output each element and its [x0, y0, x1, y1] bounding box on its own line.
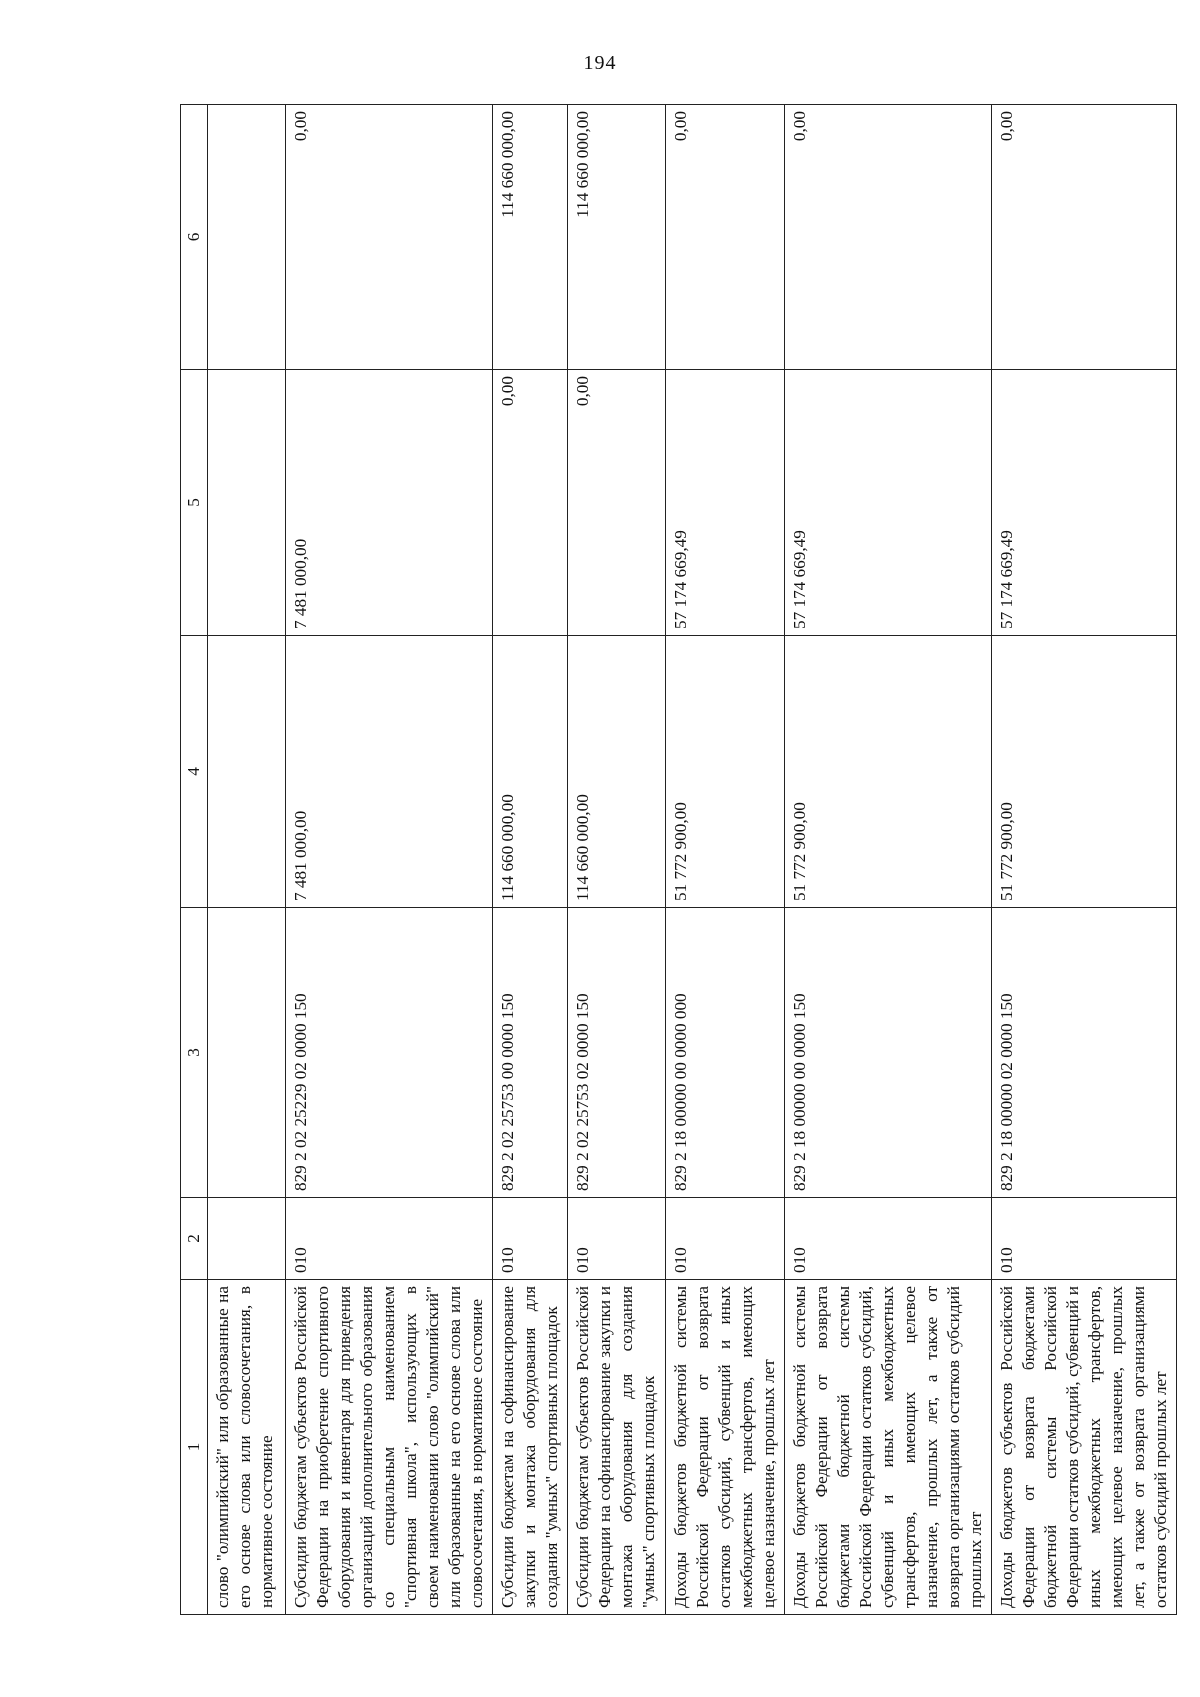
row-name: Доходы бюджетов бюджетной системы Российской Федерации от возврата бюджетами бюджетной системы Российской Федерации остатков субсидий, субвенций и иных межбюджетных трансфертов, имеющих целевое назначение, прошлых лет, а также от возврата организациями остатков субсидий прошлых лет — [785, 1280, 992, 1615]
table-row — [568, 105, 666, 1615]
cell-col4: 114 660 000,00 — [568, 636, 666, 908]
kbk-code: 829 2 18 00000 02 0000 150 — [992, 908, 1177, 1198]
cell-col6 — [208, 105, 286, 370]
table-row — [785, 105, 992, 1615]
column-header-3: 3 — [181, 908, 208, 1198]
cell-col6: 0,00 — [666, 105, 785, 370]
row-code: 010 — [666, 1198, 785, 1280]
row-code — [208, 1198, 286, 1280]
table-row — [208, 105, 286, 1615]
cell-col6: 114 660 000,00 — [568, 105, 666, 370]
kbk-code: 829 2 02 25229 02 0000 150 — [286, 908, 493, 1198]
cell-col6: 0,00 — [785, 105, 992, 370]
row-code: 010 — [568, 1198, 666, 1280]
row-name: Доходы бюджетов субъектов Российской Федерации от возврата бюджетами бюджетной системы Российской Федерации остатков субсидий, субвенций и иных межбюджетных трансфертов, имеющих целевое назначение, прошлых лет, а также от возврата организациями остатков субсидий прошлых лет — [992, 1280, 1177, 1615]
column-header-4: 4 — [181, 636, 208, 908]
budget-table — [180, 104, 1177, 1615]
row-code: 010 — [785, 1198, 992, 1280]
cell-col4: 51 772 900,00 — [992, 636, 1177, 908]
cell-col4: 114 660 000,00 — [493, 636, 568, 908]
row-name: Субсидии бюджетам субъектов Российской Федерации на приобретение спортивного оборудования и инвентаря для приведения организаций дополнительного образования со специальным наименованием "спортивная школа", использующих в своем наименовании слово "олимпийский" или образованные на его основе слова или словосочетания, в нормативное состояние — [286, 1280, 493, 1615]
row-name: Доходы бюджетов бюджетной системы Российской Федерации от возврата остатков субсидий, субвенций и иных межбюджетных трансфертов, имеющих целевое назначение, прошлых лет — [666, 1280, 785, 1615]
cell-col5 — [208, 370, 286, 636]
cell-col4 — [208, 636, 286, 908]
table-row — [992, 105, 1177, 1615]
table-row — [493, 105, 568, 1615]
cell-col5: 7 481 000,00 — [286, 370, 493, 636]
row-name: Субсидии бюджетам на софинансирование закупки и монтажа оборудования для создания "умных" спортивных площадок — [493, 1280, 568, 1615]
row-code: 010 — [493, 1198, 568, 1280]
row-code: 010 — [286, 1198, 493, 1280]
page-number: 194 — [583, 52, 617, 74]
cell-col6: 114 660 000,00 — [493, 105, 568, 370]
column-header-2: 2 — [181, 1198, 208, 1280]
cell-col5: 57 174 669,49 — [992, 370, 1177, 636]
row-name: слово "олимпийский" или образованные на его основе слова или словосочетания, в нормативное состояние — [208, 1280, 286, 1615]
row-code: 010 — [992, 1198, 1177, 1280]
kbk-code: 829 2 02 25753 00 0000 150 — [493, 908, 568, 1198]
cell-col5: 0,00 — [493, 370, 568, 636]
cell-col4: 51 772 900,00 — [666, 636, 785, 908]
kbk-code — [208, 908, 286, 1198]
table-header-row — [181, 105, 208, 1615]
rotated-table-container — [180, 105, 1170, 1615]
column-header-5: 5 — [181, 370, 208, 636]
cell-col5: 57 174 669,49 — [785, 370, 992, 636]
cell-col4: 7 481 000,00 — [286, 636, 493, 908]
row-name: Субсидии бюджетам субъектов Российской Федерации на софинансирование закупки и монтажа оборудования для создания "умных" спортивных площадок — [568, 1280, 666, 1615]
cell-col6: 0,00 — [992, 105, 1177, 370]
kbk-code: 829 2 18 00000 00 0000 150 — [785, 908, 992, 1198]
table-row — [666, 105, 785, 1615]
cell-col5: 0,00 — [568, 370, 666, 636]
cell-col6: 0,00 — [286, 105, 493, 370]
kbk-code: 829 2 18 00000 00 0000 000 — [666, 908, 785, 1198]
column-header-6: 6 — [181, 105, 208, 370]
kbk-code: 829 2 02 25753 02 0000 150 — [568, 908, 666, 1198]
cell-col5: 57 174 669,49 — [666, 370, 785, 636]
cell-col4: 51 772 900,00 — [785, 636, 992, 908]
column-header-1: 1 — [181, 1280, 208, 1615]
table-row — [286, 105, 493, 1615]
